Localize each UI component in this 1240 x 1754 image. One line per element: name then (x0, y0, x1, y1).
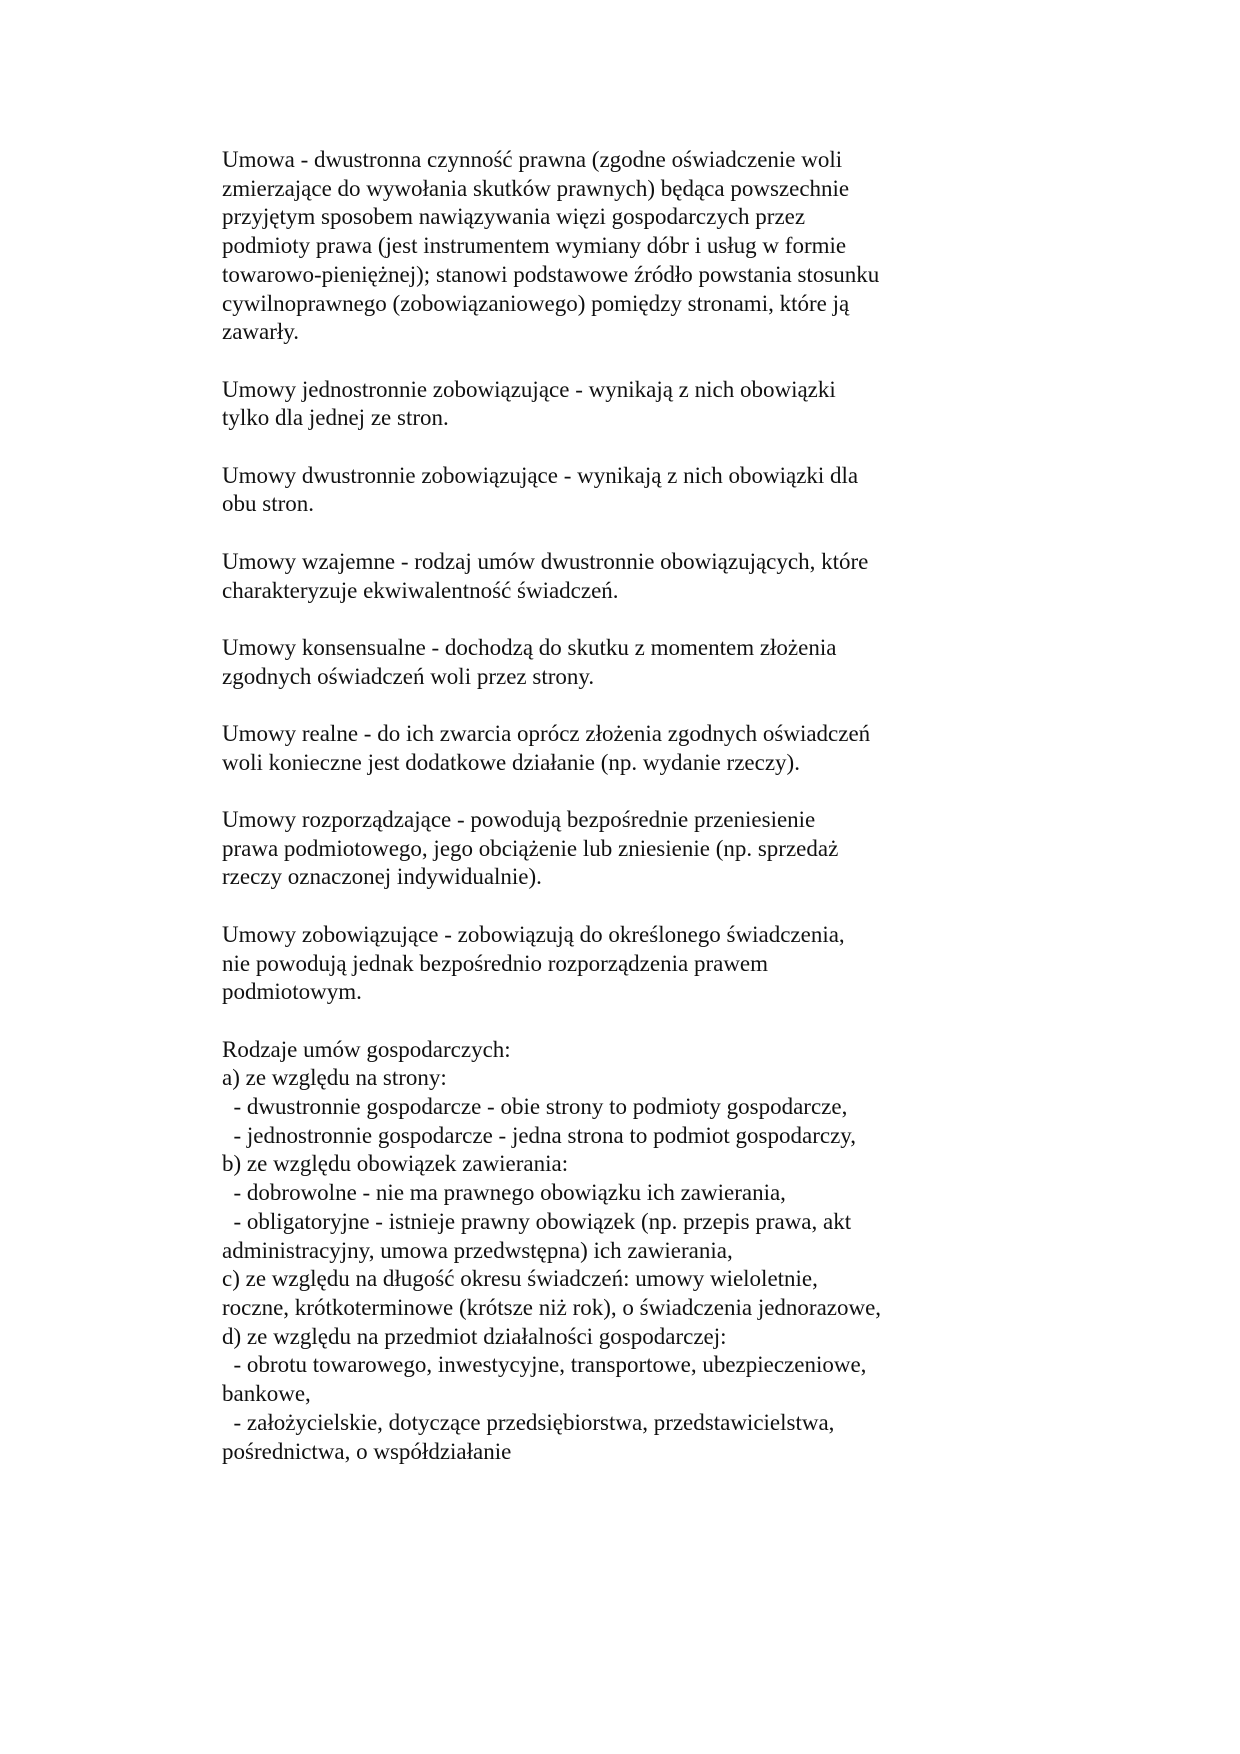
list-item: - obligatoryjne - istnieje prawny obowiązek (np. przepis prawa, akt (222, 1208, 852, 1234)
paragraph-zobowiazujace (222, 921, 962, 1007)
text-line: tylko dla jednej ze stron. (222, 405, 449, 431)
list-item: - jednostronnie gospodarcze - jedna strona to podmiot gospodarczy, (222, 1122, 857, 1148)
text-line: Umowy dwustronnie zobowiązujące - wynikają z nich obowiązki dla (222, 462, 859, 488)
text-line: zawarły. (222, 319, 300, 345)
paragraph-wzajemne (222, 548, 962, 605)
text-line: zgodnych oświadczeń woli przez strony. (222, 663, 595, 689)
paragraph-dwustronnie (222, 462, 962, 519)
list-item: - założycielskie, dotyczące przedsiębiorstwa, przedstawicielstwa, (222, 1409, 835, 1435)
text-line: Umowy zobowiązujące - zobowiązują do określonego świadczenia, (222, 921, 845, 947)
list-item: - dwustronnie gospodarcze - obie strony to podmioty gospodarcze, (222, 1094, 848, 1120)
paragraph-konsensualne (222, 634, 962, 691)
list-item: d) ze względu na przedmiot działalności gospodarczej: (222, 1323, 727, 1349)
document-body (222, 146, 962, 1466)
text-line: Umowy wzajemne - rodzaj umów dwustronnie obowiązujących, które (222, 548, 869, 574)
paragraph-jednostronnie (222, 376, 962, 433)
text-line: podmioty prawa (jest instrumentem wymiany dóbr i usług w formie (222, 233, 847, 259)
text-line: Umowy rozporządzające - powodują bezpośrednie przeniesienie (222, 807, 816, 833)
text-line: nie powodują jednak bezpośrednio rozporządzenia prawem (222, 950, 769, 976)
paragraph-rozporzadzajace (222, 806, 962, 892)
text-line: charakteryzuje ekwiwalentność świadczeń. (222, 577, 619, 603)
text-line: woli konieczne jest dodatkowe działanie (np. wydanie rzeczy). (222, 749, 800, 775)
list-heading: Rodzaje umów gospodarczych: (222, 1036, 511, 1062)
text-line: podmiotowym. (222, 979, 362, 1005)
list-item: c) ze względu na długość okresu świadczeń: umowy wieloletnie, (222, 1266, 818, 1292)
text-line: Umowa - dwustronna czynność prawna (zgodne oświadczenie woli (222, 147, 843, 172)
list-item: - dobrowolne - nie ma prawnego obowiązku ich zawierania, (222, 1180, 786, 1206)
text-line: towarowo-pieniężnej); stanowi podstawowe źródło powstania stosunku (222, 261, 880, 287)
text-line: Umowy realne - do ich zwarcia oprócz złożenia zgodnych oświadczeń (222, 720, 871, 746)
contract-types-list (222, 1036, 962, 1467)
text-line: zmierzające do wywołania skutków prawnych) będąca powszechnie (222, 175, 850, 201)
text-line: Umowy jednostronnie zobowiązujące - wynikają z nich obowiązki (222, 376, 836, 402)
list-item: bankowe, (222, 1381, 311, 1407)
paragraph-realne (222, 720, 962, 777)
list-item: a) ze względu na strony: (222, 1065, 447, 1091)
list-item: - obrotu towarowego, inwestycyjne, transportowe, ubezpieczeniowe, (222, 1352, 867, 1378)
list-item: pośrednictwa, o współdziałanie (222, 1438, 512, 1464)
text-line: prawa podmiotowego, jego obciążenie lub zniesienie (np. sprzedaż (222, 835, 839, 861)
text-line: rzeczy oznaczonej indywidualnie). (222, 864, 542, 890)
list-item: roczne, krótkoterminowe (krótsze niż rok), o świadczenia jednorazowe, (222, 1295, 882, 1320)
list-item: b) ze względu obowiązek zawierania: (222, 1151, 569, 1177)
text-line: Umowy konsensualne - dochodzą do skutku z momentem złożenia (222, 634, 837, 660)
text-line: przyjętym sposobem nawiązywania więzi gospodarczych przez (222, 204, 806, 230)
list-item: administracyjny, umowa przedwstępna) ich zawierania, (222, 1237, 733, 1263)
text-line: cywilnoprawnego (zobowiązaniowego) pomiędzy stronami, które ją (222, 290, 850, 316)
text-line: obu stron. (222, 491, 314, 517)
paragraph-umowa-definition (222, 146, 962, 347)
